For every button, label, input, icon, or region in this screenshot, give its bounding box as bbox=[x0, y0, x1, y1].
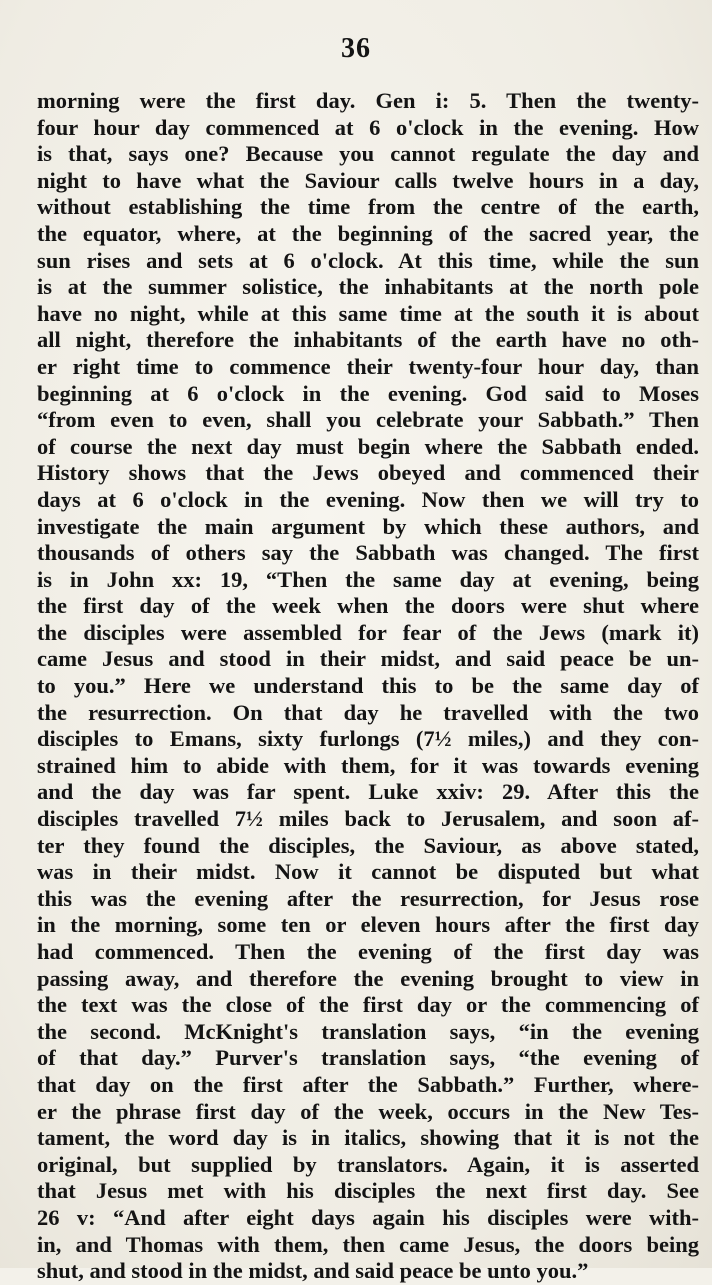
text-line: er right time to commence their twenty-four hour day, than bbox=[37, 353, 699, 379]
text-line: thousands of others say the Sabbath was changed. The first bbox=[37, 540, 699, 566]
text-line: night to have what the Saviour calls twelve hours in a day, bbox=[37, 167, 699, 193]
text-line: sun rises and sets at 6 o'clock. At this time, while the sun bbox=[37, 247, 699, 273]
text-line: is in John xx: 19, “Then the same day at evening, being bbox=[37, 566, 699, 592]
text-line: of course the next day must begin where the Sabbath ended. bbox=[37, 433, 699, 459]
text-line: 26 v: “And after eight days again his disciples were with- bbox=[37, 1204, 699, 1230]
text-line: all night, therefore the inhabitants of the earth have no oth- bbox=[37, 327, 699, 353]
text-line: beginning at 6 o'clock in the evening. God said to Moses bbox=[37, 380, 699, 406]
text-line: shut, and stood in the midst, and said peace be unto you.” bbox=[37, 1258, 589, 1284]
text-line: this was the evening after the resurrection, for Jesus rose bbox=[37, 885, 699, 911]
text-line: the first day of the week when the doors were shut where bbox=[37, 593, 699, 619]
text-line: the disciples were assembled for fear of the Jews (mark it) bbox=[37, 619, 699, 645]
text-line: disciples travelled 7½ miles back to Jerusalem, and soon af- bbox=[37, 806, 699, 832]
text-line: that day on the first after the Sabbath.” Further, where- bbox=[37, 1071, 699, 1097]
text-line: original, but supplied by translators. Again, it is asserted bbox=[37, 1151, 699, 1177]
text-line: “from even to even, shall you celebrate your Sabbath.” Then bbox=[37, 407, 699, 433]
text-line: in the morning, some ten or eleven hours after the first day bbox=[37, 912, 699, 938]
text-line: History shows that the Jews obeyed and commenced their bbox=[37, 460, 699, 486]
text-line: to you.” Here we understand this to be the same day of bbox=[37, 673, 699, 699]
text-line: disciples to Emans, sixty furlongs (7½ miles,) and they con- bbox=[37, 726, 699, 752]
text-line: four hour day commenced at 6 o'clock in the evening. How bbox=[37, 114, 699, 140]
text-line: er the phrase first day of the week, occurs in the New Tes- bbox=[37, 1098, 699, 1124]
text-line: and the day was far spent. Luke xxiv: 29. After this the bbox=[37, 779, 699, 805]
text-line: days at 6 o'clock in the evening. Now then we will try to bbox=[37, 486, 699, 512]
text-line: tament, the word day is in italics, showing that it is not the bbox=[37, 1125, 699, 1151]
text-line: had commenced. Then the evening of the first day was bbox=[37, 939, 699, 964]
body-text bbox=[37, 88, 699, 1285]
text-line: the equator, where, at the beginning of the sacred year, the bbox=[37, 220, 699, 246]
page-number: 36 bbox=[341, 33, 371, 64]
text-line: without establishing the time from the centre of the earth, bbox=[37, 194, 699, 220]
text-line: ter they found the disciples, the Saviour, as above stated, bbox=[37, 832, 699, 858]
text-line: morning were the first day. Gen i: 5. Then the twenty- bbox=[37, 88, 699, 113]
text-line: that Jesus met with his disciples the next first day. See bbox=[37, 1178, 699, 1204]
text-line: passing away, and therefore the evening brought to view in bbox=[37, 965, 699, 991]
text-line: the text was the close of the first day or the commencing of bbox=[37, 992, 699, 1018]
text-line: have no night, while at this same time at the south it is about bbox=[37, 300, 699, 326]
text-line: the resurrection. On that day he travelled with the two bbox=[37, 699, 699, 725]
text-line: in, and Thomas with them, then came Jesus, the doors being bbox=[37, 1231, 699, 1257]
text-line: is at the summer solistice, the inhabitants at the north pole bbox=[37, 274, 699, 300]
text-line: was in their midst. Now it cannot be disputed but what bbox=[37, 859, 699, 885]
text-line: of that day.” Purver's translation says, “the evening of bbox=[37, 1045, 699, 1071]
text-line: the second. McKnight's translation says, “in the evening bbox=[37, 1018, 699, 1044]
text-line: came Jesus and stood in their midst, and said peace be un- bbox=[37, 646, 699, 672]
text-line: is that, says one? Because you cannot regulate the day and bbox=[37, 141, 699, 167]
text-line: investigate the main argument by which these authors, and bbox=[37, 513, 699, 539]
text-line: strained him to abide with them, for it was towards evening bbox=[37, 752, 699, 778]
